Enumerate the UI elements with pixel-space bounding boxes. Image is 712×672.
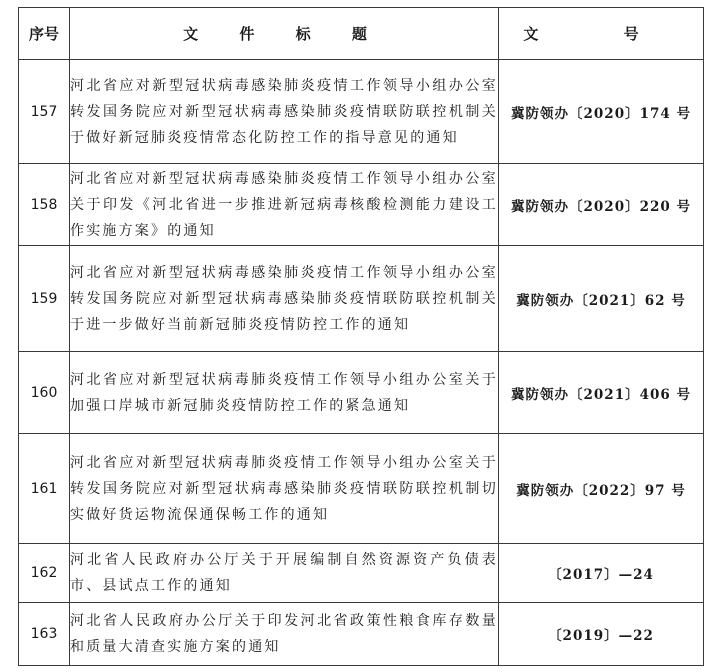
row-seq: 162 — [19, 544, 70, 603]
row-seq: 161 — [19, 434, 70, 544]
table-row — [19, 544, 704, 603]
table-row — [19, 434, 704, 544]
row-docno: 〔2017〕—24 — [499, 544, 704, 603]
row-title: 河北省人民政府办公厅关于开展编制自然资源资产负债表市、县试点工作的通知 — [70, 544, 499, 603]
header-docno: 文 号 — [499, 8, 704, 60]
row-title: 河北省人民政府办公厅关于印发河北省政策性粮食库存数量和质量大清查实施方案的通知 — [70, 603, 499, 666]
table-header-row — [19, 8, 704, 60]
row-docno: 冀防领办〔2022〕97 号 — [499, 434, 704, 544]
row-title: 河北省应对新型冠状病毒肺炎疫情工作领导小组办公室关于转发国务院应对新型冠状病毒感染肺炎疫情联防联控机制切实做好货运物流保通保畅工作的通知 — [70, 434, 499, 544]
row-title: 河北省应对新型冠状病毒肺炎疫情工作领导小组办公室关于加强口岸城市新冠肺炎疫情防控工作的紧急通知 — [70, 352, 499, 434]
row-seq: 163 — [19, 603, 70, 666]
row-seq: 158 — [19, 164, 70, 246]
table-row — [19, 60, 704, 164]
header-title: 文 件 标 题 — [70, 8, 499, 60]
document-table — [18, 7, 704, 666]
table-row — [19, 164, 704, 246]
row-title: 河北省应对新型冠状病毒感染肺炎疫情工作领导小组办公室转发国务院应对新型冠状病毒感染肺炎疫情联防联控机制关于做好新冠肺炎疫情常态化防控工作的指导意见的通知 — [70, 60, 499, 164]
table-row — [19, 352, 704, 434]
row-seq: 157 — [19, 60, 70, 164]
row-title: 河北省应对新型冠状病毒感染肺炎疫情工作领导小组办公室关于印发《河北省进一步推进新冠病毒核酸检测能力建设工作实施方案》的通知 — [70, 164, 499, 246]
row-docno: 〔2019〕—22 — [499, 603, 704, 666]
row-seq: 159 — [19, 246, 70, 352]
row-title: 河北省应对新型冠状病毒感染肺炎疫情工作领导小组办公室转发国务院应对新型冠状病毒感染肺炎疫情联防联控机制关于进一步做好当前新冠肺炎疫情防控工作的通知 — [70, 246, 499, 352]
row-seq: 160 — [19, 352, 70, 434]
table-row — [19, 246, 704, 352]
row-docno: 冀防领办〔2021〕62 号 — [499, 246, 704, 352]
row-docno: 冀防领办〔2020〕220 号 — [499, 164, 704, 246]
table-row — [19, 603, 704, 666]
row-docno: 冀防领办〔2021〕406 号 — [499, 352, 704, 434]
row-docno: 冀防领办〔2020〕174 号 — [499, 60, 704, 164]
header-seq: 序号 — [19, 8, 70, 60]
